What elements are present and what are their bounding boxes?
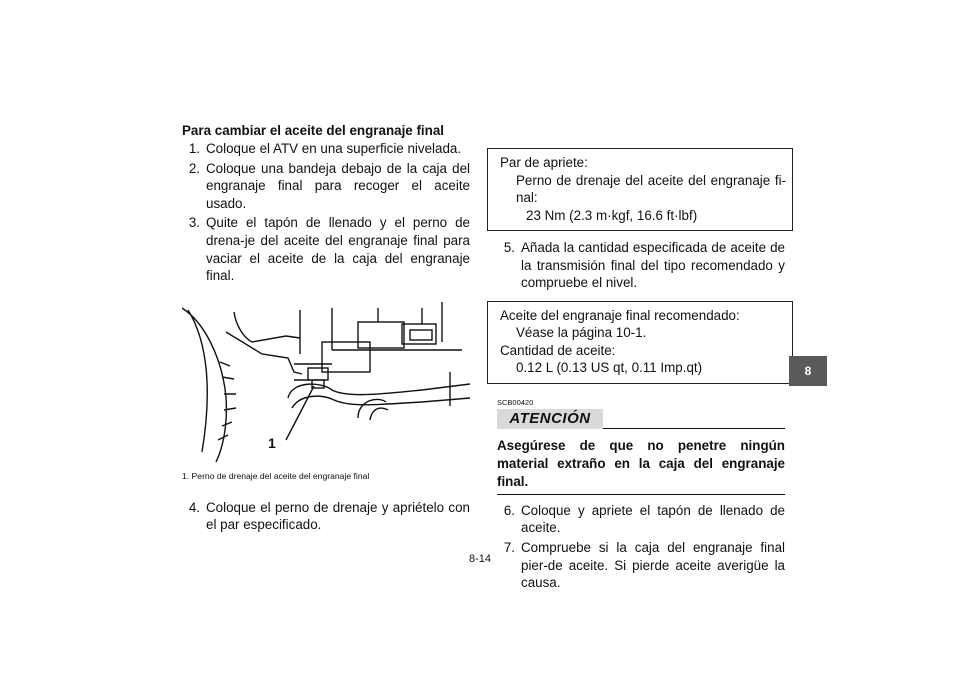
step-text: Coloque el ATV en una superficie nivelada.	[206, 141, 462, 156]
step-text: Coloque el perno de drenaje y apriételo con el par especificado.	[206, 499, 470, 533]
caution-end-divider	[497, 494, 785, 495]
step-text: Coloque y apriete el tapón de llenado de aceite.	[521, 502, 785, 536]
step-number: 3.	[188, 215, 200, 231]
oil-type-label: Aceite del engranaje final recomendado:	[500, 307, 740, 323]
caution-text: Asegúrese de que no penetre ningún material extraño en la caja del engranaje final.	[497, 437, 785, 489]
torque-value: 23 Nm (2.3 m·kgf, 16.6 ft·lbf)	[526, 207, 698, 223]
caution-code: SCB00420	[497, 397, 534, 407]
left-column	[182, 122, 470, 536]
drain-bolt-illustration	[182, 302, 470, 462]
right-column	[497, 148, 785, 594]
gear-case-drawing	[182, 302, 470, 462]
step-item	[182, 160, 470, 213]
torque-spec-box	[487, 148, 793, 231]
step-text: Compruebe si la caja del engranaje final pier-de aceite. Si pierde aceite averigüe la causa.	[521, 539, 785, 591]
oil-quantity-label: Cantidad de aceite:	[500, 342, 616, 358]
step-number: 6.	[503, 502, 515, 518]
step-number: 5.	[503, 240, 515, 255]
step-item	[497, 239, 785, 292]
step-text: Coloque una bandeja debajo de la caja del engranaje final para recoger el aceite usado.	[206, 160, 470, 211]
page-number: 8-14	[468, 553, 492, 565]
step-item	[182, 140, 470, 158]
torque-item: Perno de drenaje del aceite del engranaje fi-nal:	[516, 172, 786, 205]
step-item	[497, 539, 785, 592]
step-text: Quite el tapón de llenado y el perno de drena-je del aceite del engranaje final para vaciar el aceite de la caja del engranaje final.	[206, 215, 470, 284]
step-item	[497, 502, 785, 537]
oil-spec-box	[487, 301, 793, 384]
chapter-tab: 8	[789, 356, 827, 386]
step-number: 4.	[188, 499, 200, 515]
figure-caption: 1. Perno de drenaje del aceite del engranaje final	[182, 470, 370, 481]
torque-label: Par de apriete:	[500, 155, 588, 170]
section-heading: Para cambiar el aceite del engranaje final	[182, 123, 444, 138]
step-number: 7.	[503, 539, 515, 555]
oil-type-value: Véase la página 10-1.	[516, 325, 647, 341]
step-item	[182, 214, 470, 284]
caution-badge: ATENCIÓN	[497, 409, 603, 429]
oil-quantity-value: 0.12 L (0.13 US qt, 0.11 Imp.qt)	[516, 360, 703, 376]
caution-header	[497, 409, 785, 429]
step-number: 2.	[188, 160, 200, 176]
step-text: Añada la cantidad especificada de aceite de la transmisión final del tipo recomendado y compruebe el nivel.	[521, 240, 785, 291]
figure-callout-number: 1	[268, 434, 276, 451]
caution-divider	[603, 428, 785, 429]
step-number: 1.	[188, 141, 200, 156]
step-item	[182, 499, 470, 534]
